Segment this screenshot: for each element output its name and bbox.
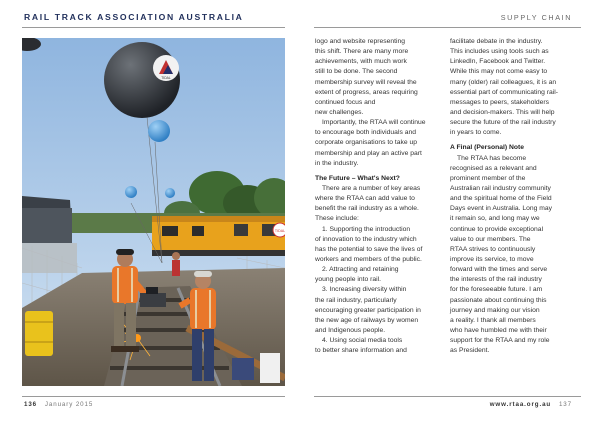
footer-right bbox=[490, 401, 572, 408]
body-text-line: this shift. There are many more bbox=[315, 48, 409, 56]
body-text-line: workers and members of the public. bbox=[315, 255, 422, 263]
body-text-line: messages to peers, stakeholders bbox=[450, 98, 550, 106]
body-text-line: it remain so, and long may we bbox=[450, 215, 540, 223]
website-url[interactable]: www.rtaa.org.au bbox=[489, 401, 552, 408]
body-text-line: improve its service, to move bbox=[450, 255, 534, 263]
body-text-line: for the foreseeable future. I am bbox=[450, 286, 543, 294]
body-text-line: where the RTAA can add value to bbox=[315, 195, 415, 203]
body-text-line: of innovation to the industry which bbox=[315, 235, 417, 243]
section-label: SUPPLY CHAIN bbox=[500, 13, 572, 22]
body-text-line: encouraging greater participation in bbox=[315, 306, 421, 314]
body-text-line: who have humbled me with their bbox=[450, 326, 547, 334]
body-text-line: to better share information and bbox=[315, 347, 407, 355]
page-number-right: 137 bbox=[558, 401, 572, 408]
body-text-line: new challenges. bbox=[315, 108, 364, 116]
body-text-line: and Indigenous people. bbox=[315, 326, 386, 334]
body-text-line: in years to come. bbox=[450, 129, 502, 137]
body-text-line: continued focus and bbox=[315, 98, 376, 106]
shed bbox=[22, 196, 77, 273]
footer-rule-left bbox=[22, 396, 285, 397]
body-text-line: still to be done. The second bbox=[315, 68, 398, 76]
body-text-line: and the spiritual home of the Field bbox=[450, 195, 552, 203]
issue-date: January 2015 bbox=[44, 401, 94, 408]
section-heading: A Final (Personal) Note bbox=[450, 144, 525, 152]
body-text-line: logo and website representing bbox=[315, 38, 406, 45]
body-text-line: has the potential to save the lives of bbox=[315, 245, 423, 253]
body-text-line: the rail industry, particularly bbox=[315, 296, 397, 304]
body-text-line: and decision-makers. This will help bbox=[450, 108, 555, 116]
list-item-text: 1. Supporting the introduction bbox=[322, 225, 411, 233]
body-text-line: membership survey will reveal the bbox=[315, 78, 417, 86]
body-text-line: forward with the times and serve bbox=[450, 266, 548, 274]
body-text-line: Days event in Australia. Long may bbox=[450, 205, 553, 213]
body-text-line: the interests of the rail industry bbox=[450, 276, 542, 284]
body-text-line: a reality. I thank all members bbox=[450, 316, 536, 324]
body-text-line: There are a number of key areas bbox=[322, 184, 421, 192]
header-rule-right bbox=[314, 27, 581, 28]
body-text-line: to encourage both individuals and bbox=[315, 129, 416, 137]
body-text-line: recognised as a relevant and bbox=[450, 164, 537, 172]
body-text-line: The RTAA has become bbox=[457, 154, 527, 162]
list-item-text: 2. Attracting and retaining bbox=[322, 266, 399, 274]
body-text-line: This includes using tools such as bbox=[450, 48, 549, 56]
small-blue-balloon bbox=[165, 188, 175, 198]
body-text-line: journey and making our vision bbox=[450, 306, 540, 314]
body-text-line: prominent member of the bbox=[450, 174, 526, 182]
body-text-line: Importantly, the RTAA will continue bbox=[322, 119, 426, 127]
body-text-line: young people into rail. bbox=[315, 276, 382, 284]
body-text-line: These include: bbox=[315, 215, 359, 223]
body-text-line: membership and play an active part bbox=[315, 149, 422, 157]
blue-balloon bbox=[148, 120, 170, 142]
list-item-text: 4. Using social media tools bbox=[322, 337, 403, 345]
body-text-line: achievements, with much work bbox=[315, 58, 407, 66]
sign-text: TIDAL bbox=[274, 229, 285, 233]
body-text-line: as President. bbox=[450, 347, 490, 355]
yellow-train bbox=[152, 216, 285, 256]
body-text-line: value to our members. The bbox=[450, 235, 531, 243]
body-text-line: in the industry. bbox=[315, 159, 359, 167]
section-heading: The Future – What's Next? bbox=[315, 174, 400, 182]
article-column-1 bbox=[315, 37, 443, 356]
body-text-line: LinkedIn, Facebook and Twitter. bbox=[450, 58, 546, 66]
body-text-line: While this may not come easy to bbox=[450, 68, 548, 76]
body-text-line: facilitate debate in the industry. bbox=[450, 38, 543, 45]
body-text-line: the new age of railways by women bbox=[315, 316, 419, 324]
black-logo-balloon bbox=[104, 42, 180, 118]
body-text-line: secure the future of the rail industry bbox=[450, 119, 556, 127]
photo-illustration bbox=[22, 38, 285, 386]
body-text-line: extent of progress, areas requiring bbox=[315, 88, 418, 96]
magazine-section-title: RAIL TRACK ASSOCIATION AUSTRALIA bbox=[24, 12, 244, 22]
body-text-line: passionate about continuing this bbox=[450, 296, 547, 304]
footer-rule-right bbox=[314, 396, 581, 397]
body-text-line: many (older) rail colleagues, it is an bbox=[450, 78, 557, 86]
balloon-logo-text: TIDAL bbox=[161, 76, 171, 80]
footer-left bbox=[24, 401, 93, 408]
small-blue-balloon bbox=[125, 186, 137, 198]
body-text-line: benefit the rail industry as a whole. bbox=[315, 205, 419, 213]
yellow-barrel bbox=[25, 311, 53, 356]
body-text-line: continue to provide exceptional bbox=[450, 225, 544, 233]
field-days-photo bbox=[22, 38, 285, 386]
body-text-line: RTAA strives to continuously bbox=[450, 245, 536, 253]
article-column-2 bbox=[450, 37, 580, 356]
list-item-text: 3. Increasing diversity within bbox=[322, 286, 407, 294]
body-text-line: Australian rail industry community bbox=[450, 184, 551, 192]
body-text-line: support for the RTAA and my role bbox=[450, 337, 550, 345]
header-rule-left bbox=[22, 27, 285, 28]
body-text-line: corporate organisations to take up bbox=[315, 139, 418, 147]
page-number-left: 136 bbox=[24, 401, 38, 408]
body-text-line: essential part of communicating rail- bbox=[450, 88, 559, 96]
